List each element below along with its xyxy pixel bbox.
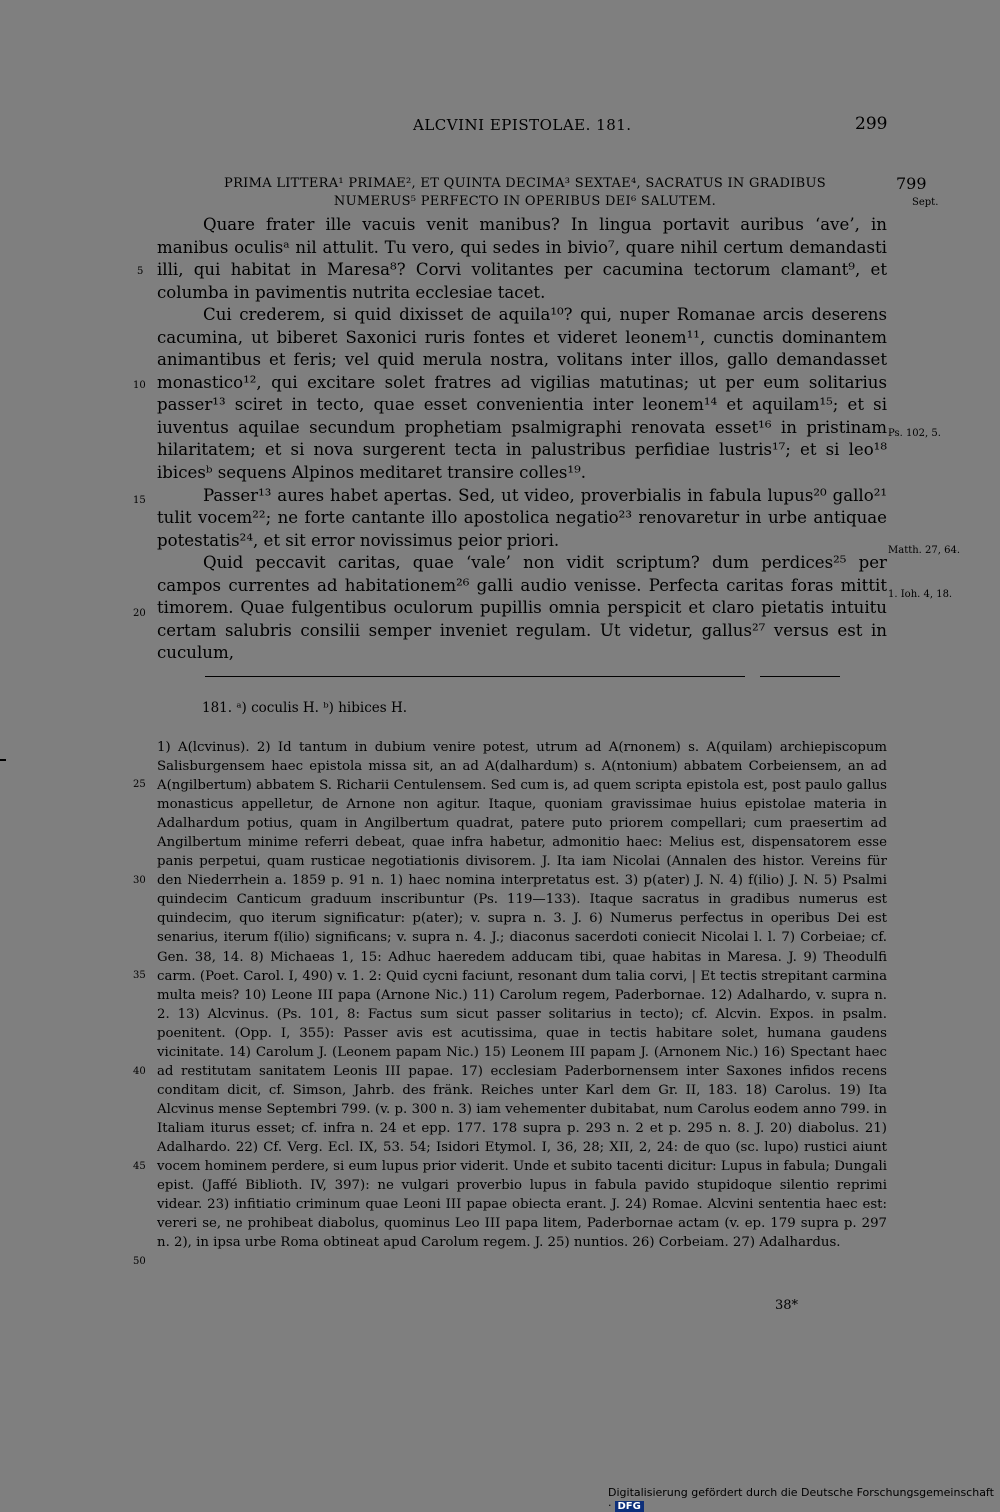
line-number: 10 <box>133 380 146 391</box>
line-number: 5 <box>137 266 144 277</box>
line-number: 35 <box>133 970 146 981</box>
page-number: 299 <box>855 114 888 134</box>
margin-mark <box>0 759 6 761</box>
paragraph-2: Cui crederem, si quid dixisset de aquila¹⁰? qui, nuper Romanae arcis deserens cacumina, ut biberet Saxonici ruris fontes et videret leonem¹¹, cunctis dominantem animantibus et feris; vel quid merula nostra, volitans inter illos, gallo demandasset monastico¹², qui excitare solet fratres ad vigilias matutinas; ut per eum solitarius passer¹³ sciret in tecto, quae esset convenientia inter leonem¹⁴ et aquilam¹⁵; et si iuventus aquilae secundum prophetiam psalmigraphi renovata esset¹⁶ in pristinam hilaritatem; et si nova surgerent tecta in palustribus perfidiae lustris¹⁷; et si leo¹⁸ ibicesᵇ sequens Alpinos meditaret transire colles¹⁹. <box>157 305 887 483</box>
line-number: 25 <box>133 779 146 790</box>
margin-month: Sept. <box>912 197 939 208</box>
paragraph-3: Passer¹³ aures habet apertas. Sed, ut video, proverbialis in fabula lupus²⁰ gallo²¹ tulit vocem²²; ne forte cantante illo apostolica negatio²³ renovaretur in urbe antiquae potestatis²⁴, et sit error novissimus peior priori. <box>157 485 887 550</box>
digitization-footer <box>608 1486 1000 1512</box>
signature-mark: 38* <box>775 1298 799 1313</box>
apparatus-criticus: 181. ᵃ) coculis H. ᵇ) hibices H. <box>202 700 408 716</box>
separator-rule <box>205 676 745 677</box>
line-number: 20 <box>133 608 146 619</box>
dfg-logo: DFG <box>615 1501 644 1512</box>
line-number: 50 <box>133 1256 146 1267</box>
salutation <box>180 175 870 211</box>
footnotes: 1) A(lcvinus). 2) Id tantum in dubium venire potest, utrum ad A(rnonem) s. A(quilam) archiepiscopum Salisburgensem haec epistola missa sit, an ad A(dalhardum) s. A(ntonium) abbatem Corbeiensem, an ad A(ngilbertum) abbatem S. Richarii Centulensem. Sed cum is, ad quem scripta epistola est, post paulo gallus monasticus appelletur, de Arnone non agitur. Itaque, quoniam gravissimae huius epistolae materia in Adalhardum potius, quam in Angilbertum quadrat, patere puto priorem compellari; cum praesertim ad Angilbertum minime referri debeat, quae infra habetur, admonitio haec: Melius est, dispensatorem esse panis perpetui, quam rusticae negotiationis divisorem. J. Ita iam Nicolai (Annalen des histor. Vereins für den Niederrhein a. 1859 p. 91 n. 1) haec nomina interpretatus est. 3) p(ater) J. N. 4) f(ilio) J. N. 5) Psalmi quindecim Canticum graduum inscribuntur (Ps. 119—133). Itaque sacratus in gradibus numerus est quindecim, quo iterum significatur: p(ater); v. supra n. 3. J. 6) Numerus perfectus in operibus Dei est senarius, iterum f(ilio) significans; v. supra n. 4. J.; diaconus sacerdoti coniecit Nicolai l. l. 7) Corbeiae; cf. Gen. 38, 14. 8) Michaeas 1, 15: Adhuc haeredem adducam tibi, quae habitas in Maresa. J. 9) Theodulfi carm. (Poet. Carol. I, 490) v. 1. 2: Quid cycni faciunt, resonant dum talia corvi, | Et tectis strepitant carmina multa meis? 10) Leone III papa (Arnone Nic.) 11) Carolum regem, Paderbornae. 12) Adalhardo, v. supra n. 2. 13) Alcvinus. (Ps. 101, 8: Factus sum sicut passer solitarius in tecto); cf. Alcvin. Expos. in psalm. poenitent. (Opp. I, 355): Passer avis est acutissima, quae in tectis habitare solet, humana gaudens vicinitate. 14) Carolum J. (Leonem papam Nic.) 15) Leonem III papam J. (Arnonem Nic.) 16) Spectant haec ad restitutam sanitatem Leonis III papae. 17) ecclesiam Paderbornensem inter Saxones infidos recens conditam dicit, cf. Simson, Jahrb. des fränk. Reiches unter Karl dem Gr. II, 183. 18) Carolus. 19) Ita Alcvinus mense Septembri 799. (v. p. 300 n. 3) iam vehementer dubitabat, num Carolus eodem anno 799. in Italiam iturus esset; cf. infra n. 24 et epp. 177. 178 supra p. 293 n. 2 et p. 295 n. 8. J. 20) diabolus. 21) Adalhardo. 22) Cf. Verg. Ecl. IX, 53. 54; Isidori Etymol. I, 36, 28; XII, 2, 24: de quo (sc. lupo) rustici aiunt vocem hominem perdere, si eum lupus prior viderit. Unde et subito tacenti dicitur: Lupus in fabula; Dungali epist. (Jaffé Biblioth. IV, 397): ne vulgari proverbio lupus in fabula pavido stupidoque silentio reprimi videar. 23) infitiatio criminum quae Leoni III papae obiecta erant. J. 24) Romae. Alcvini sententia haec est: vereri se, ne prohibeat diabolus, quominus Leo III papa litem, Paderbornae actam (v. ep. 179 supra p. 297 n. 2), in ipsa urbe Roma obtineat apud Carolum regem. J. 25) nuntios. 26) Corbeiam. 27) Adalhardus. <box>157 740 887 1251</box>
line-number: 15 <box>133 495 146 506</box>
line-number: 30 <box>133 875 146 886</box>
margin-reference: Ps. 102, 5. <box>888 428 941 439</box>
line-number: 40 <box>133 1066 146 1077</box>
line-number: 45 <box>133 1161 146 1172</box>
running-title: ALCVINI EPISTOLAE. 181. <box>413 116 632 134</box>
footer-text: Digitalisierung gefördert durch die Deutsche Forschungsgemeinschaft · <box>608 1486 994 1512</box>
letter-body <box>157 214 887 665</box>
paragraph-1: Quare frater ille vacuis venit manibus? In lingua portavit auribus ‘ave’, in manibus oculisᵃ nil attulit. Tu vero, qui sedes in bivio⁷, quare nihil certum demandasti illi, qui habitat in Maresa⁸? Corvi volitantes per cacumina tectorum clamant⁹, et columba in pavimentis nutrita ecclesiae tacet. <box>157 215 887 302</box>
salutation-line-1: PRIMA LITTERA¹ PRIMAE², ET QUINTA DECIMA³ SEXTAE⁴, SACRATUS IN GRADIBUS <box>224 176 826 191</box>
margin-reference: Matth. 27, 64. <box>888 545 961 556</box>
margin-year: 799 <box>896 174 927 193</box>
separator-rule <box>760 676 840 677</box>
paragraph-4: Quid peccavit caritas, quae ‘vale’ non vidit scriptum? dum perdices²⁵ per campos currentes ad habitationem²⁶ galli audio venisse. Perfecta caritas foras mittit timorem. Quae fulgentibus oculorum pupillis omnia perspicit et claro pietatis intuitu certam salubris consilii semper inveniet regulam. Ut videtur, gallus²⁷ versus est in cuculum, <box>157 553 887 663</box>
margin-reference: 1. Ioh. 4, 18. <box>888 589 953 600</box>
running-header <box>0 116 1000 138</box>
salutation-line-2: NUMERUS⁵ PERFECTO IN OPERIBUS DEI⁶ SALUTEM. <box>333 194 717 209</box>
